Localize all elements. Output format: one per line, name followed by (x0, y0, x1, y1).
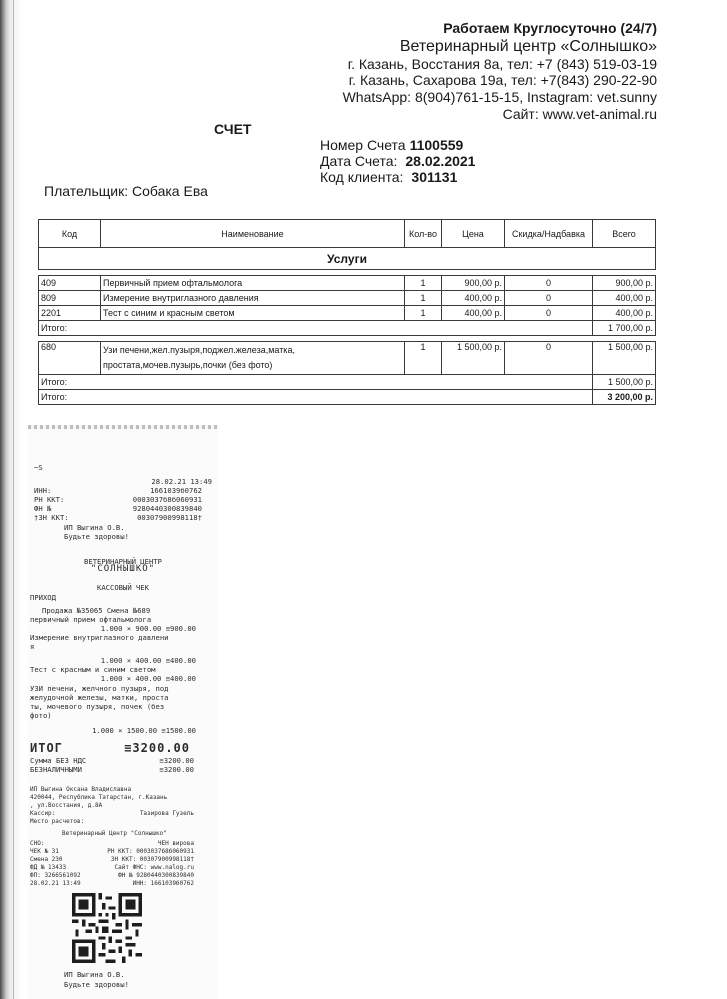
clinic-name: Ветеринарный центр «Солнышко» (399, 38, 657, 55)
subtotal-row (39, 321, 656, 336)
section-title: Услуги (39, 248, 656, 270)
invoice-date (320, 153, 475, 169)
receipt-item-name: Тест с красным и синим светом (30, 665, 156, 674)
receipt-card-value: ≡3200.00 (159, 765, 194, 774)
receipt-footer-line: ИНН: 1661039б0762 (132, 880, 194, 887)
receipt-zn-row (34, 513, 212, 522)
table-row (39, 276, 656, 291)
receipt-footer-line: Смена 230 (30, 856, 63, 863)
receipt-footer-line: Кассир: (30, 810, 56, 817)
address-line-1: г. Казань, Восстания 8а, тел: +7 (843) 519-03-19 (347, 56, 657, 72)
receipt-total-value: ≡3200.00 (124, 741, 190, 755)
client-code-value: 301131 (411, 169, 458, 185)
invoice-number (320, 137, 463, 153)
total-cell: 1 500,00 р. (593, 342, 656, 375)
receipt-item-name: УЗИ печени, желчного пузыря, под (30, 684, 169, 693)
receipt-footer-line: ФП: 3266561092 (30, 872, 81, 879)
receipt-nonds-label: Сумма БЕЗ НДС (30, 756, 87, 765)
discount-cell: 0 (505, 306, 593, 321)
receipt-footer-line: Ветеринарный Центр "Солнышко" (62, 830, 167, 837)
receipt-item-name-cont: я (30, 642, 35, 651)
receipt-mark: ~S (34, 463, 43, 472)
name-cell (101, 342, 405, 375)
receipt-datetime: 28.02.21 13:49 (151, 477, 212, 486)
table-header-row (39, 220, 656, 248)
price-cell: 400,00 р. (442, 291, 505, 306)
subtotal-label: Итого: (39, 321, 593, 336)
price-cell: 400,00 р. (442, 306, 505, 321)
qty-cell: 1 (405, 291, 442, 306)
receipt-footer-line: ЧЕН вирова (157, 840, 194, 847)
receipt-item-name-cont: фото) (30, 711, 52, 720)
receipt-operation: ПРИХОД (30, 593, 56, 602)
receipt-rn-row (34, 495, 212, 504)
total-cell: 900,00 р. (593, 276, 656, 291)
receipt-item-name: Измерение внутриглазного давлени (30, 633, 169, 642)
name-cell: Тест с синим и красным светом (101, 306, 405, 321)
receipt-footer-line: , ул.Восстания, д.8А (30, 802, 103, 809)
receipt-tear-edge (28, 425, 218, 429)
contacts-line: WhatsApp: 8(904)761-15-15, Instagram: vet.sunny (342, 89, 657, 105)
total-cell: 400,00 р. (593, 306, 656, 321)
receipt-footer-line: ФД № 13433 (30, 864, 67, 871)
subtotal-row (39, 375, 656, 390)
name-line-1: Узи печени,жел.пузыря,поджел.железа,матка, (103, 345, 295, 355)
receipt-footer-line: ЧЕК № 31 (30, 848, 59, 855)
table-row (39, 306, 656, 321)
code-cell: 2201 (39, 306, 101, 321)
receipt-footer-line: 28.02.21 13:49 (30, 880, 81, 887)
name-cell: Измерение внутриглазного давления (101, 291, 405, 306)
subtotal-label: Итого: (39, 375, 593, 390)
zn-value: 00307900998118† (137, 513, 202, 522)
receipt-sale: Продажа №35065 Смена №689 (42, 606, 151, 615)
discount-cell: 0 (505, 342, 593, 375)
grand-total-label: Итого: (39, 390, 593, 405)
receipt-greeting: Будьте здоровы! (64, 532, 129, 541)
receipt-footer-line: СНО: (30, 840, 45, 847)
discount-cell: 0 (505, 291, 593, 306)
receipt-item-calc: 1.000 × 900.00 ≡900.00 (100, 624, 196, 633)
subtotal-value: 1 500,00 р. (593, 375, 656, 390)
fn-label: ФН № (34, 504, 52, 513)
column-header: Цена (442, 220, 505, 248)
invoice-number-label: Номер Счета (320, 137, 406, 153)
receipt-nonds-value: ≡3200.00 (159, 756, 194, 765)
cash-receipt (28, 425, 218, 999)
column-header: Кол-во (405, 220, 442, 248)
zn-label: †ЗН ККТ: (34, 513, 69, 522)
price-cell: 900,00 р. (442, 276, 505, 291)
code-cell: 409 (39, 276, 101, 291)
qr-code-icon (72, 893, 142, 963)
scan-shadow-edge (0, 0, 22, 999)
name-cell: Первичный прием офтальмолога (101, 276, 405, 291)
inn-value: 1661039б0762 (150, 486, 202, 495)
receipt-org-2: "СОЛНЫШКО" (90, 564, 156, 574)
invoice-date-value: 28.02.2021 (405, 153, 476, 169)
grand-total-row (39, 390, 656, 405)
receipt-footer-line: ИП Выгина Оксана Владиславна (30, 786, 132, 793)
receipt-footer-line: ЗН ККТ: 00307900998118† (110, 856, 194, 863)
subtotal-value: 1 700,00 р. (593, 321, 656, 336)
rn-label: РН ККТ: (34, 495, 65, 504)
website-line: Сайт: www.vet-animal.ru (502, 106, 657, 122)
discount-cell: 0 (505, 276, 593, 291)
total-cell: 400,00 р. (593, 291, 656, 306)
address-line-2: г. Казань, Сахарова 19а, тел: +7(843) 290-22-90 (348, 72, 657, 88)
invoice-table (38, 219, 656, 405)
receipt-org-1: ВЕТЕРИНАРНЫЙ ЦЕНТР (84, 557, 162, 566)
code-cell: 680 (39, 342, 101, 375)
inn-label: ИНН: (34, 486, 52, 495)
receipt-footer-line: 420044, Республика Татарстан, г.Казань (30, 794, 168, 801)
grand-total-value: 3 200,00 р. (593, 390, 656, 405)
qty-cell: 1 (405, 306, 442, 321)
price-cell: 1 500,00 р. (442, 342, 505, 375)
receipt-footer-line: Тазирова Гузель (139, 810, 194, 817)
column-header: Наименование (101, 220, 405, 248)
receipt-item-name: первичный прием офтальмолога (30, 615, 152, 624)
code-cell: 809 (39, 291, 101, 306)
payer: Плательщик: Собака Ева (44, 183, 208, 199)
qty-cell: 1 (405, 342, 442, 375)
section-row (39, 248, 656, 270)
receipt-inn-row (34, 486, 212, 495)
document-title: СЧЕТ (214, 121, 252, 137)
qty-cell: 1 (405, 276, 442, 291)
receipt-cashier-bottom: ИП Выгина О.В. (64, 970, 125, 979)
name-line-2: простата,мочев.пузырь,почки (без фото) (103, 360, 273, 370)
receipt-footer-line: ФН № 9280440300839840 (118, 872, 194, 879)
invoice-date-label: Дата Счета: (320, 153, 398, 169)
table-row (39, 342, 656, 375)
client-code-label: Код клиента: (320, 169, 404, 185)
receipt-item-name-cont: желудочной железы, матки, проста (30, 693, 169, 702)
receipt-greeting-bottom: Будьте здоровы! (64, 980, 129, 989)
receipt-item-calc: 1.000 × 400.00 ≡400.00 (100, 656, 196, 665)
column-header: Код (39, 220, 101, 248)
fn-value: 9280440300839840 (132, 504, 202, 513)
receipt-footer-line: Сайт ФНС: www.nalog.ru (114, 864, 194, 871)
column-header: Скидка/Надбавка (505, 220, 593, 248)
receipt-card-label: БЕЗНАЛИЧНЫМИ (30, 765, 82, 774)
receipt-fn-row (34, 504, 212, 513)
table-row (39, 291, 656, 306)
receipt-check-type: КАССОВЫЙ ЧЕК (97, 583, 149, 592)
receipt-item-name-cont: ты, мочевого пузыря, почек (без (30, 702, 165, 711)
receipt-item-calc: 1.000 × 1500.00 ≡1500.00 (92, 726, 196, 735)
hours-line: Работаем Круглосуточно (24/7) (443, 20, 657, 36)
rn-value: 0003037б8б060931 (132, 495, 202, 504)
receipt-footer-line: Место расчетов: (30, 818, 85, 825)
receipt-footer-line: РН ККТ: 0003037б8б060931 (107, 848, 194, 855)
receipt-item-calc: 1.000 × 400.00 ≡400.00 (100, 674, 196, 683)
column-header: Всего (593, 220, 656, 248)
receipt-cashier: ИП Выгина О.В. (64, 523, 125, 532)
client-code (320, 169, 457, 185)
receipt-total-label: ИТОГ (30, 741, 63, 755)
invoice-number-value: 1100559 (409, 137, 464, 153)
